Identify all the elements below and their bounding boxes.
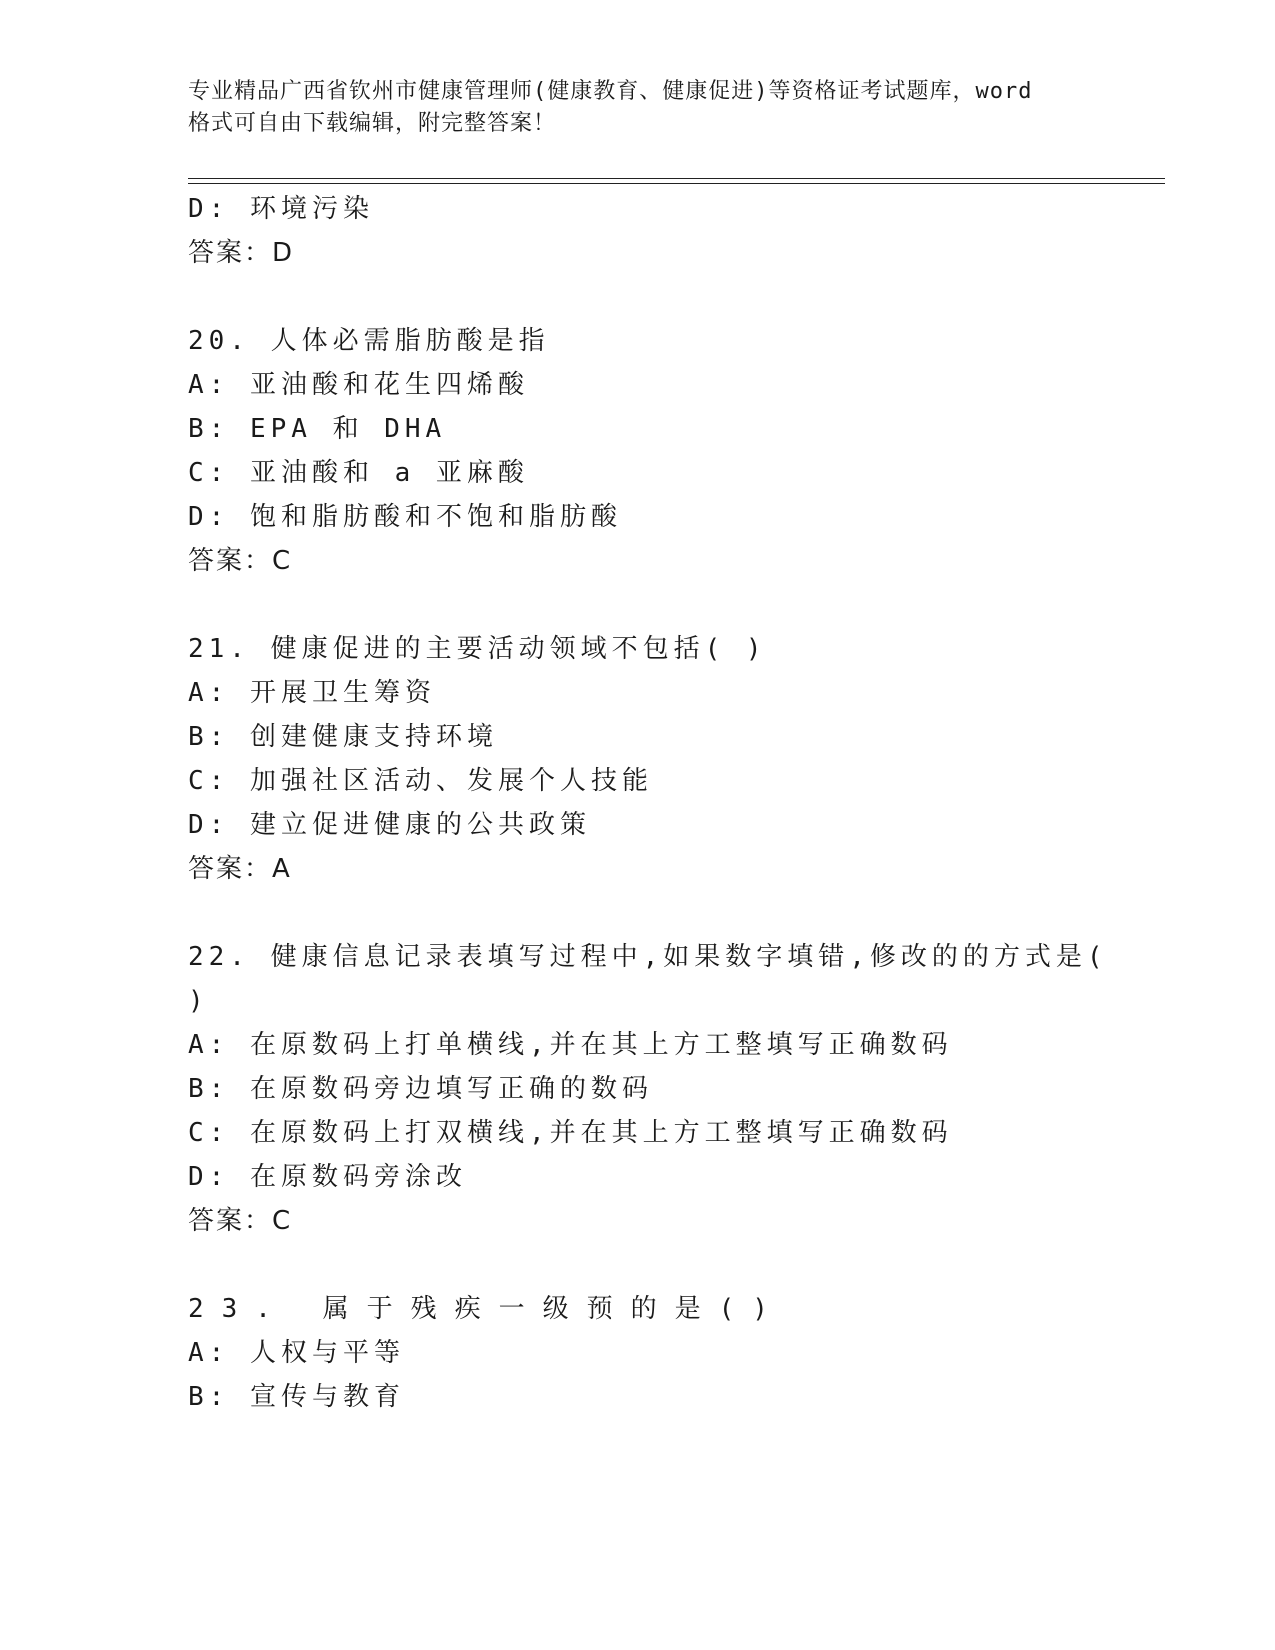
question-20-option-d: D: 饱和脂肪酸和不饱和脂肪酸 <box>188 502 622 532</box>
question-23-stem: 23. 属于残疾一级预的是() <box>188 1294 786 1324</box>
question-21-option-a: A: 开展卫生筹资 <box>188 678 436 708</box>
question-22-option-c: C: 在原数码上打双横线,并在其上方工整填写正确数码 <box>188 1118 953 1148</box>
document-header <box>188 76 1108 140</box>
question-20-option-a: A: 亚油酸和花生四烯酸 <box>188 370 529 400</box>
header-divider-bottom <box>188 183 1165 184</box>
question-21-option-c: C: 加强社区活动、发展个人技能 <box>188 766 653 796</box>
header-line-2: 格式可自由下载编辑，附完整答案！ <box>188 111 557 136</box>
prev-option-d: D: 环境污染 <box>188 194 374 224</box>
question-22-stem: 22. 健康信息记录表填写过程中,如果数字填错,修改的的方式是( <box>188 942 1108 972</box>
question-23-option-a: A: 人权与平等 <box>188 1338 405 1368</box>
question-23-option-b: B: 宣传与教育 <box>188 1382 405 1412</box>
question-21-stem: 21. 健康促进的主要活动领域不包括( ) <box>188 634 767 664</box>
question-20-option-b: B: EPA 和 DHA <box>188 414 447 444</box>
question-22-stem-continued: ) <box>188 986 209 1016</box>
question-22-option-a: A: 在原数码上打单横线,并在其上方工整填写正确数码 <box>188 1030 953 1060</box>
question-22-answer: 答案：C <box>188 1206 293 1236</box>
question-22-option-d: D: 在原数码旁涂改 <box>188 1162 467 1192</box>
question-21-option-b: B: 创建健康支持环境 <box>188 722 498 752</box>
question-20-answer: 答案：C <box>188 546 293 576</box>
question-21-option-d: D: 建立促进健康的公共政策 <box>188 810 591 840</box>
prev-answer: 答案：D <box>188 238 295 268</box>
header-divider-top <box>188 178 1165 179</box>
header-line-1: 专业精品广西省钦州市健康管理师(健康教育、健康促进)等资格证考试题库，word <box>188 79 1033 104</box>
question-22-option-b: B: 在原数码旁边填写正确的数码 <box>188 1074 653 1104</box>
question-20-option-c: C: 亚油酸和 a 亚麻酸 <box>188 458 529 488</box>
question-20-stem: 20. 人体必需脂肪酸是指 <box>188 326 550 356</box>
question-21-answer: 答案：A <box>188 854 292 884</box>
